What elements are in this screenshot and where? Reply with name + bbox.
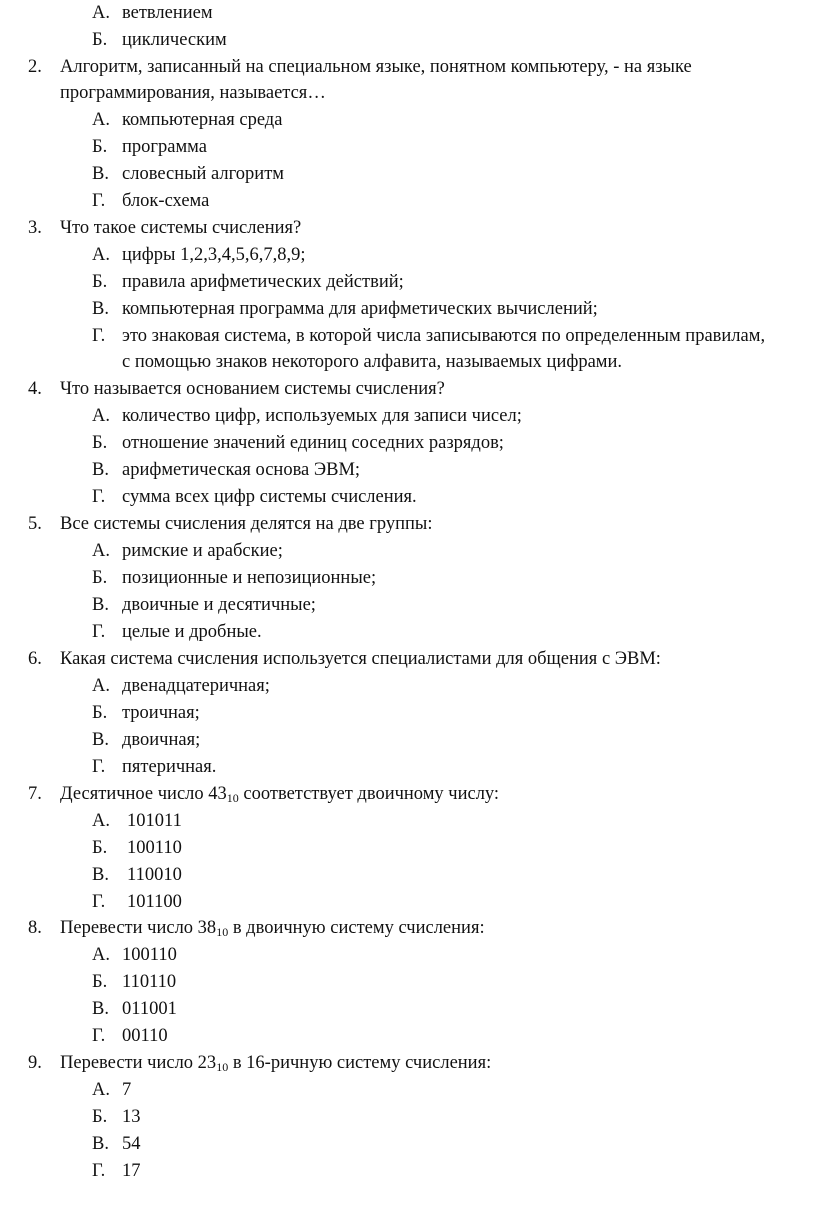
option-text: 7 (122, 1080, 132, 1100)
option-text: блок-схема (122, 191, 210, 211)
option-text: позиционные и непозиционные; (122, 568, 377, 588)
option-2d (92, 188, 772, 214)
question-6 (28, 646, 788, 672)
option-text: правила арифметических действий; (122, 272, 404, 292)
option-letter: Б. (92, 137, 108, 157)
question-text: Какая система счисления используется специалистами для общения с ЭВМ: (60, 649, 661, 669)
option-letter: А. (92, 406, 110, 426)
option-text: 110110 (122, 972, 177, 992)
option-letter: Г. (92, 487, 106, 507)
option-letter: Г. (92, 191, 106, 211)
option-continued-b (92, 27, 772, 53)
option-text: 00110 (122, 1026, 168, 1046)
option-2c (92, 161, 772, 187)
option-letter: В. (92, 730, 109, 750)
option-letter: Б. (92, 1107, 108, 1127)
option-text: компьютерная среда (122, 110, 283, 130)
option-text: отношение значений единиц соседних разрядов; (122, 433, 504, 453)
option-letter: Б. (92, 433, 108, 453)
option-letter: Б. (92, 272, 108, 292)
option-text: количество цифр, используемых для записи чисел; (122, 406, 522, 426)
option-4b (92, 430, 772, 456)
option-text: программа (122, 137, 207, 157)
option-text: сумма всех цифр системы счисления. (122, 487, 417, 507)
option-letter: Б. (92, 972, 108, 992)
option-letter: Г. (92, 622, 106, 642)
question-8 (28, 915, 788, 941)
question-number: 5. (28, 514, 42, 534)
question-number: 9. (28, 1053, 42, 1073)
option-letter: А. (92, 676, 110, 696)
option-8d (92, 1023, 772, 1049)
option-7a (92, 808, 772, 834)
option-text: двоичная; (122, 730, 201, 750)
option-6a (92, 673, 772, 699)
option-letter: В. (92, 299, 109, 319)
option-5b (92, 565, 772, 591)
option-text: 100110 (127, 838, 182, 858)
question-text: Десятичное число $43_{10}$ соответствует двоичному числу: (60, 784, 500, 805)
option-letter: А. (92, 110, 110, 130)
question-number: 7. (28, 784, 42, 804)
option-letter: А. (92, 811, 110, 831)
option-6d (92, 754, 772, 780)
option-text: 17 (122, 1161, 141, 1181)
option-4c (92, 457, 772, 483)
question-text: Перевести число $38_{10}$ в двоичную систему счисления: (60, 918, 485, 939)
option-letter: Г. (92, 757, 106, 777)
option-9b (92, 1104, 772, 1130)
option-2a (92, 107, 772, 133)
option-7c (92, 862, 772, 888)
option-text: двенадцатеричная; (122, 676, 270, 696)
option-9a (92, 1077, 772, 1103)
option-9c (92, 1131, 772, 1157)
option-text: цифры 1,2,3,4,5,6,7,8,9; (122, 245, 306, 265)
option-letter: В. (92, 595, 109, 615)
option-5c (92, 592, 772, 618)
option-text: это знаковая система, в которой числа записываются по определенным правилам, с помощью знаков некоторого алфавита, называемых цифрами. (122, 326, 766, 372)
option-9d (92, 1158, 772, 1184)
option-6c (92, 727, 772, 753)
option-3b (92, 269, 772, 295)
option-7b (92, 835, 772, 861)
option-text: римские и арабские; (122, 541, 283, 561)
option-text: 54 (122, 1134, 141, 1154)
option-letter: Б. (92, 838, 108, 858)
option-4a (92, 403, 772, 429)
option-letter: Г. (92, 1161, 106, 1181)
option-text: компьютерная программа для арифметических вычислений; (122, 299, 598, 319)
question-2 (28, 54, 788, 106)
option-text: циклическим (122, 30, 227, 50)
option-letter: А. (92, 1080, 110, 1100)
question-text: Все системы счисления делятся на две группы: (60, 514, 433, 534)
option-letter: Б. (92, 568, 108, 588)
option-3d (92, 323, 772, 375)
option-8a (92, 942, 772, 968)
option-letter: В. (92, 460, 109, 480)
option-text: целые и дробные. (122, 622, 262, 642)
option-5a (92, 538, 772, 564)
question-number: 4. (28, 379, 42, 399)
option-text: 101100 (127, 892, 182, 912)
option-letter: В. (92, 1134, 109, 1154)
option-text: 101011 (127, 811, 182, 831)
option-letter: А. (92, 3, 110, 23)
option-letter: Б. (92, 30, 108, 50)
question-text: Что называется основанием системы счисления? (60, 379, 445, 399)
option-text: 110010 (127, 865, 182, 885)
option-text: словесный алгоритм (122, 164, 284, 184)
option-letter: А. (92, 945, 110, 965)
option-6b (92, 700, 772, 726)
option-8c (92, 996, 772, 1022)
question-4 (28, 376, 788, 402)
option-text: арифметическая основа ЭВМ; (122, 460, 361, 480)
option-5d (92, 619, 772, 645)
option-letter: В. (92, 999, 109, 1019)
option-text: 100110 (122, 945, 177, 965)
option-letter: Г. (92, 1026, 106, 1046)
option-letter: Г. (92, 326, 106, 346)
option-3c (92, 296, 772, 322)
question-text: Перевести число $23_{10}$ в 16-ричную систему счисления: (60, 1053, 492, 1074)
option-8b (92, 969, 772, 995)
option-3a (92, 242, 772, 268)
option-letter: А. (92, 541, 110, 561)
question-number: 8. (28, 918, 42, 938)
question-7 (28, 781, 788, 807)
question-5 (28, 511, 788, 537)
option-4d (92, 484, 772, 510)
question-text: Алгоритм, записанный на специальном языке, понятном компьютеру, - на языке программирования, называется… (60, 57, 692, 103)
option-text: троичная; (122, 703, 200, 723)
question-9 (28, 1050, 788, 1076)
option-text: ветвлением (122, 3, 213, 23)
question-number: 3. (28, 218, 42, 238)
option-text: 011001 (122, 999, 177, 1019)
option-text: 13 (122, 1107, 141, 1127)
option-letter: В. (92, 164, 109, 184)
option-7d (92, 889, 772, 915)
question-number: 6. (28, 649, 42, 669)
option-text: пятеричная. (122, 757, 217, 777)
question-3 (28, 215, 788, 241)
option-letter: В. (92, 865, 109, 885)
option-letter: Б. (92, 703, 108, 723)
option-text: двоичные и десятичные; (122, 595, 316, 615)
option-2b (92, 134, 772, 160)
option-letter: Г. (92, 892, 106, 912)
option-continued-a (92, 0, 772, 26)
option-letter: А. (92, 245, 110, 265)
question-number: 2. (28, 57, 42, 77)
question-text: Что такое системы счисления? (60, 218, 302, 238)
